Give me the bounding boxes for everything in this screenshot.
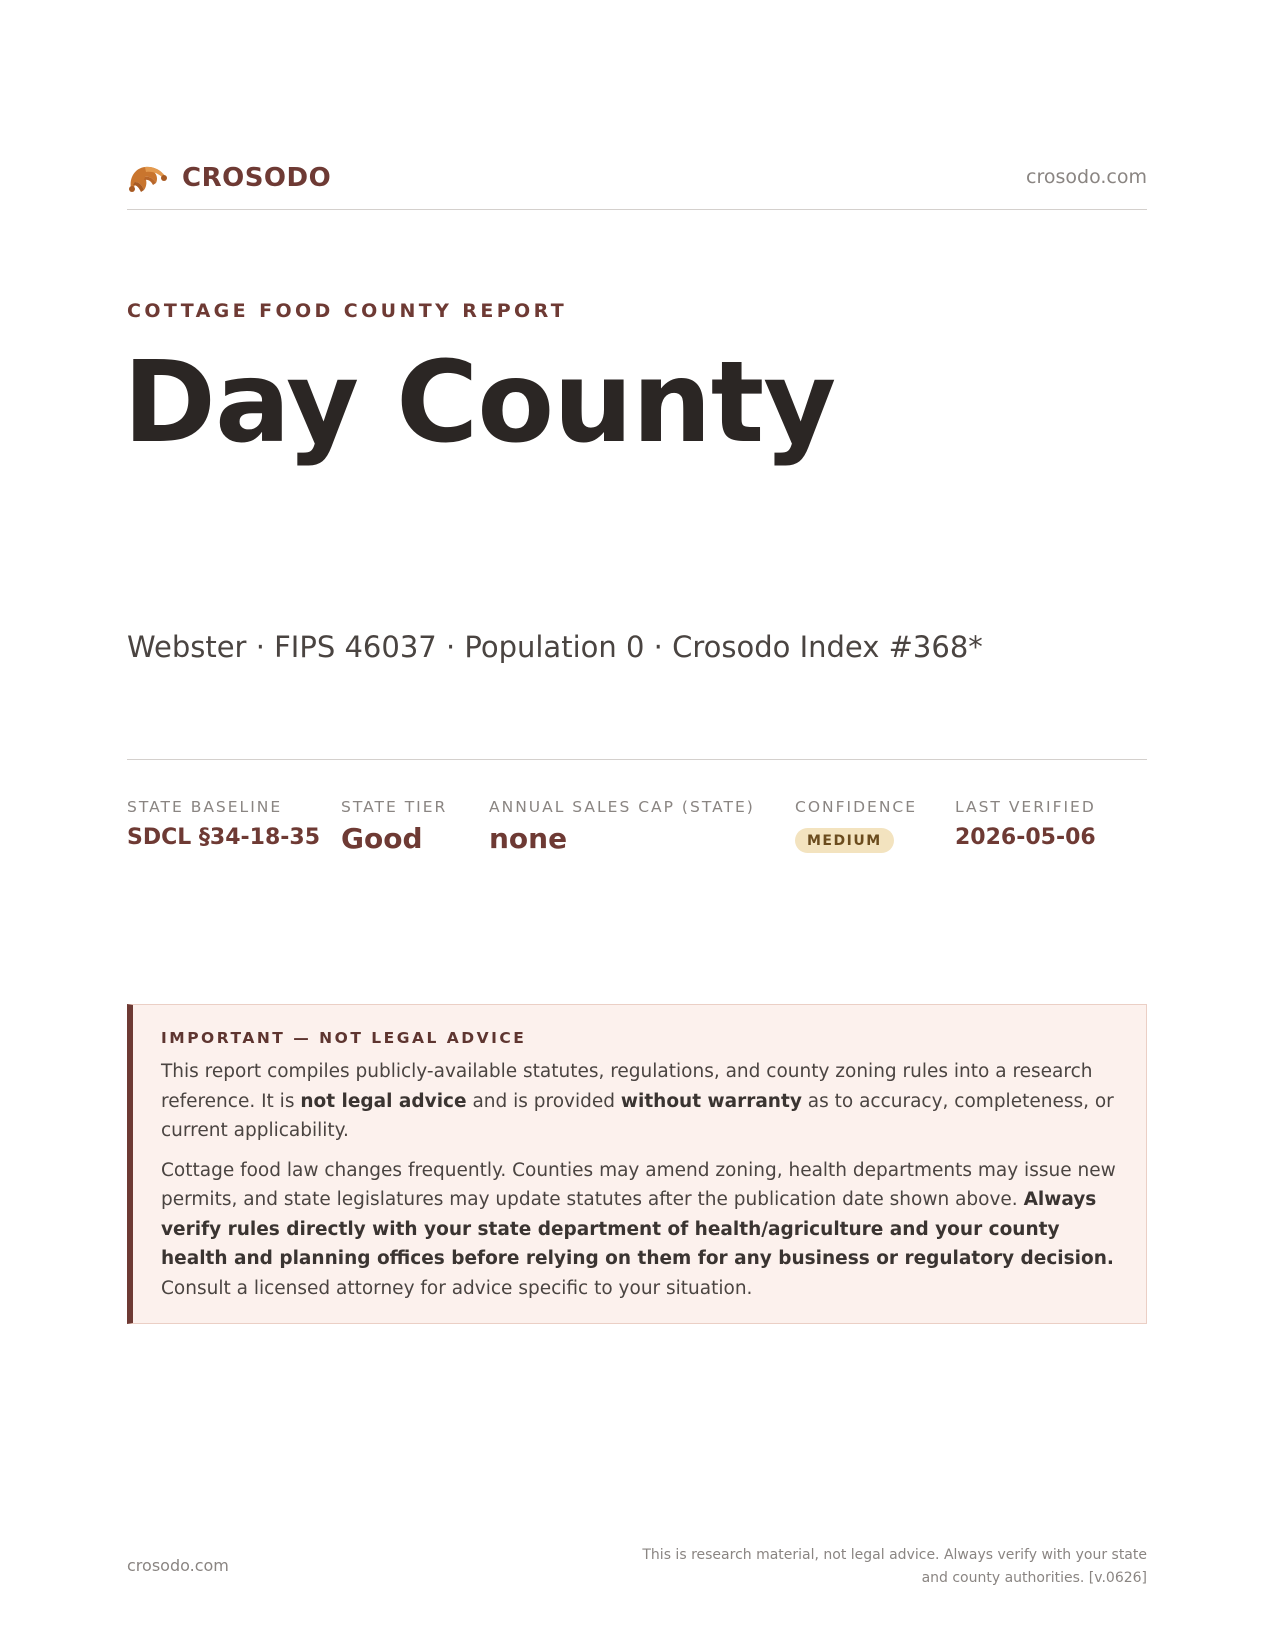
- page-header: [127, 158, 1147, 210]
- stat-state-tier: [341, 798, 447, 855]
- stat-value: Good: [341, 822, 423, 855]
- notice-text: and is provided: [466, 1090, 621, 1112]
- stat-last-verified: [955, 798, 1096, 850]
- stat-state-baseline: [127, 798, 320, 850]
- notice-paragraph: [161, 1156, 1120, 1304]
- stat-label: STATE BASELINE: [127, 798, 283, 816]
- stat-label: LAST VERIFIED: [955, 798, 1096, 816]
- notice-paragraph: [161, 1057, 1120, 1146]
- stat-sales-cap: [489, 798, 755, 855]
- notice-emphasis: without warranty: [620, 1090, 802, 1112]
- footer-url[interactable]: crosodo.com: [127, 1556, 229, 1575]
- notice-text: This report compiles publicly-available statutes, regulations, and county zoning rules into a research reference. It is: [161, 1061, 1093, 1112]
- stat-label: ANNUAL SALES CAP (STATE): [489, 798, 755, 816]
- notice-emphasis: Always verify rules directly with your state department of health/agriculture and your county health and planning offices before relying on them for any business or regulatory decision.: [161, 1189, 1114, 1269]
- notice-emphasis: not legal advice: [300, 1090, 467, 1112]
- notice-heading: IMPORTANT — NOT LEGAL ADVICE: [161, 1029, 527, 1047]
- stat-value: SDCL §34-18-35: [127, 825, 321, 850]
- stat-confidence: [795, 798, 917, 853]
- brand: [127, 158, 331, 198]
- croissant-icon: [127, 158, 169, 198]
- stat-value: 2026-05-06: [955, 825, 1096, 850]
- footer-disclaimer-line: and county authorities. [v.0626]: [921, 1570, 1147, 1586]
- header-url[interactable]: crosodo.com: [1026, 166, 1147, 188]
- confidence-badge: MEDIUM: [795, 828, 894, 853]
- page-title: Day County: [123, 338, 836, 468]
- section-divider: [127, 759, 1147, 760]
- stat-value: none: [489, 822, 568, 855]
- footer-disclaimer: [627, 1544, 1147, 1590]
- brand-name: CROSODO: [182, 163, 332, 193]
- stat-label: CONFIDENCE: [795, 798, 918, 816]
- report-subtitle: Webster · FIPS 46037 · Population 0 · Crosodo Index #368*: [127, 630, 983, 664]
- report-eyebrow: COTTAGE FOOD COUNTY REPORT: [127, 300, 568, 322]
- stat-label: STATE TIER: [341, 798, 448, 816]
- notice-text: Cottage food law changes frequently. Counties may amend zoning, health departments may issue new permits, and state legislatures may update statutes after the publication date shown above.: [161, 1159, 1116, 1210]
- footer-disclaimer-line: This is research material, not legal advice. Always verify with your state: [642, 1547, 1147, 1563]
- notice-text: as to accuracy, completeness, or current applicability.: [161, 1090, 1114, 1141]
- legal-notice: [127, 1004, 1147, 1324]
- notice-text: Consult a licensed attorney for advice specific to your situation.: [161, 1277, 753, 1299]
